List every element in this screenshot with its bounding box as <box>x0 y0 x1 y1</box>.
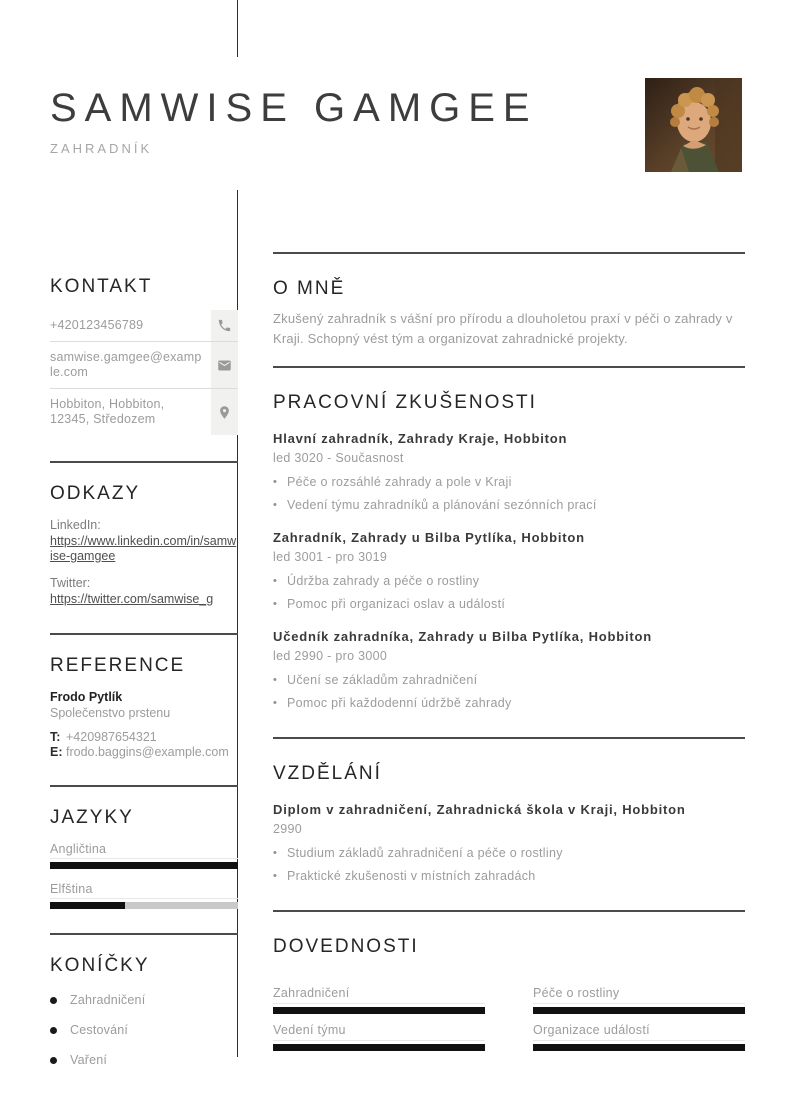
hobby-label: Zahradničení <box>70 993 146 1007</box>
skill-level-bar <box>273 1044 485 1051</box>
section-heading-konicky: KONÍČKY <box>50 955 150 976</box>
skill-name: Zahradničení <box>273 986 485 1004</box>
envelope-icon <box>211 342 238 388</box>
skills-grid <box>273 986 745 1051</box>
linkedin-label: LinkedIn: <box>50 518 101 532</box>
list-item <box>273 696 745 711</box>
link-group-linkedin <box>50 518 238 564</box>
reference-organization: Společenstvo prstenu <box>50 706 171 720</box>
list-item <box>50 1053 238 1068</box>
portrait-illustration <box>645 78 742 172</box>
skill-level-fill <box>533 1007 745 1014</box>
section-heading-jazyky: JAZYKY <box>50 807 134 828</box>
list-item <box>273 574 745 589</box>
contact-address: Hobbiton, Hobbiton, 12345, Středozem <box>50 397 165 426</box>
contact-row-email <box>50 342 238 389</box>
bullet-dot-icon: • <box>273 697 278 709</box>
education-dates: 2990 <box>273 822 303 836</box>
twitter-label: Twitter: <box>50 576 91 590</box>
twitter-link[interactable]: https://twitter.com/samwise_g <box>50 592 214 606</box>
reference-email-row <box>50 745 238 759</box>
reference-phone-row <box>50 730 238 744</box>
sidebar <box>50 190 238 1083</box>
language-level-fill <box>50 862 238 869</box>
language-name: Elfština <box>50 882 238 899</box>
language-item <box>50 882 238 909</box>
location-pin-icon <box>211 389 238 435</box>
contact-list <box>50 310 238 435</box>
bullet-dot-icon: • <box>273 575 278 587</box>
language-level-fill <box>50 902 125 909</box>
contact-phone: +420123456789 <box>50 318 144 332</box>
job-entry <box>273 629 745 711</box>
list-item <box>50 1023 238 1038</box>
job-dates: led 3020 - Současnost <box>273 451 404 465</box>
bullet-text: Údržba zahrady a péče o rostliny <box>287 574 480 588</box>
reference-name: Frodo Pytlík <box>50 690 123 704</box>
section-rule <box>273 366 745 368</box>
job-bullet-list <box>273 673 745 711</box>
section-heading-o-mne: O MNĚ <box>273 278 346 299</box>
section-heading-kontakt: KONTAKT <box>50 276 153 297</box>
list-item <box>273 498 745 513</box>
sidebar-divider <box>50 633 238 635</box>
list-item <box>50 993 238 1008</box>
sidebar-divider <box>50 785 238 787</box>
skill-item <box>273 1023 485 1051</box>
skill-item <box>533 986 745 1014</box>
bullet-icon <box>50 1027 57 1034</box>
linkedin-link[interactable]: https://www.linkedin.com/in/samwise-gamgee <box>50 534 237 563</box>
phone-icon <box>211 310 238 341</box>
job-entry <box>273 431 745 513</box>
contact-row-address <box>50 389 238 435</box>
top-vertical-divider <box>237 0 238 57</box>
section-heading-vzdelani: VZDĚLÁNÍ <box>273 763 382 784</box>
bullet-text: Pomoc při organizaci oslav a událostí <box>287 597 506 611</box>
section-rule <box>273 252 745 254</box>
skill-level-bar <box>533 1007 745 1014</box>
link-group-twitter <box>50 576 238 607</box>
education-title: Diplom v zahradničení, Zahradnická škola v Kraji, Hobbiton <box>273 802 686 817</box>
about-text: Zkušený zahradník s vášní pro přírodu a dlouholetou praxí v péči o zahrady v Kraji. Schopný vést tým a organizovat zahradnické projekty. <box>273 311 733 346</box>
section-heading-dovednosti: DOVEDNOSTI <box>273 936 419 957</box>
section-rule <box>273 737 745 739</box>
contact-row-phone <box>50 310 238 342</box>
bullet-dot-icon: • <box>273 476 278 488</box>
bullet-text: Studium základů zahradničení a péče o rostliny <box>287 846 563 860</box>
skill-level-fill <box>273 1044 485 1051</box>
skill-item <box>533 1023 745 1051</box>
skill-level-bar <box>273 1007 485 1014</box>
job-title: Hlavní zahradník, Zahrady Kraje, Hobbiton <box>273 431 568 446</box>
list-item <box>273 846 745 861</box>
hobby-list <box>50 993 238 1068</box>
hobby-label: Vaření <box>70 1053 108 1067</box>
list-item <box>273 869 745 884</box>
bullet-icon <box>50 997 57 1004</box>
reference-email-value: frodo.baggins@example.com <box>66 745 229 759</box>
skill-name: Vedení týmu <box>273 1023 485 1041</box>
bullet-text: Péče o rozsáhlé zahrady a pole v Kraji <box>287 475 512 489</box>
bullet-dot-icon: • <box>273 598 278 610</box>
education-bullet-list <box>273 846 745 884</box>
skill-name: Péče o rostliny <box>533 986 745 1004</box>
education-entry <box>273 802 745 884</box>
bullet-dot-icon: • <box>273 847 278 859</box>
language-level-bar <box>50 862 238 869</box>
language-level-bar <box>50 902 238 909</box>
bullet-text: Praktické zkušenosti v místních zahradách <box>287 869 536 883</box>
skill-item <box>273 986 485 1014</box>
job-entry <box>273 530 745 612</box>
job-bullet-list <box>273 574 745 612</box>
skill-level-fill <box>533 1044 745 1051</box>
job-dates: led 2990 - pro 3000 <box>273 649 388 663</box>
list-item <box>273 597 745 612</box>
hobby-label: Cestování <box>70 1023 129 1037</box>
bullet-dot-icon: • <box>273 870 278 882</box>
skill-level-fill <box>273 1007 485 1014</box>
contact-email: samwise.gamgee@example.com <box>50 350 202 379</box>
job-title: Zahradník, Zahrady u Bilba Pytlíka, Hobbiton <box>273 530 585 545</box>
section-heading-pracovni-zkusenosti: PRACOVNÍ ZKUŠENOSTI <box>273 392 537 413</box>
bullet-text: Učení se základům zahradničení <box>287 673 478 687</box>
section-heading-odkazy: ODKAZY <box>50 483 141 504</box>
skill-level-bar <box>533 1044 745 1051</box>
bullet-dot-icon: • <box>273 674 278 686</box>
section-heading-reference: REFERENCE <box>50 655 186 676</box>
page-title: SAMWISE GAMGEE <box>50 86 538 130</box>
reference-phone-value: +420987654321 <box>66 730 157 744</box>
sidebar-divider <box>50 933 238 935</box>
job-dates: led 3001 - pro 3019 <box>273 550 388 564</box>
job-bullet-list <box>273 475 745 513</box>
profile-photo <box>645 78 742 172</box>
reference-email-label: E: <box>50 745 63 759</box>
language-item <box>50 842 238 869</box>
reference-phone-label: T: <box>50 730 61 744</box>
bullet-text: Vedení týmu zahradníků a plánování sezónních prací <box>287 498 597 512</box>
list-item <box>273 673 745 688</box>
bullet-dot-icon: • <box>273 499 278 511</box>
job-title-subtitle: ZAHRADNÍK <box>50 141 153 156</box>
bullet-icon <box>50 1057 57 1064</box>
sidebar-divider <box>50 461 238 463</box>
list-item <box>273 475 745 490</box>
language-name: Angličtina <box>50 842 238 859</box>
skill-name: Organizace událostí <box>533 1023 745 1041</box>
section-rule <box>273 910 745 912</box>
bullet-text: Pomoc při každodenní údržbě zahrady <box>287 696 512 710</box>
main-column <box>273 190 745 1051</box>
job-title: Učedník zahradníka, Zahrady u Bilba Pytlíka, Hobbiton <box>273 629 653 644</box>
